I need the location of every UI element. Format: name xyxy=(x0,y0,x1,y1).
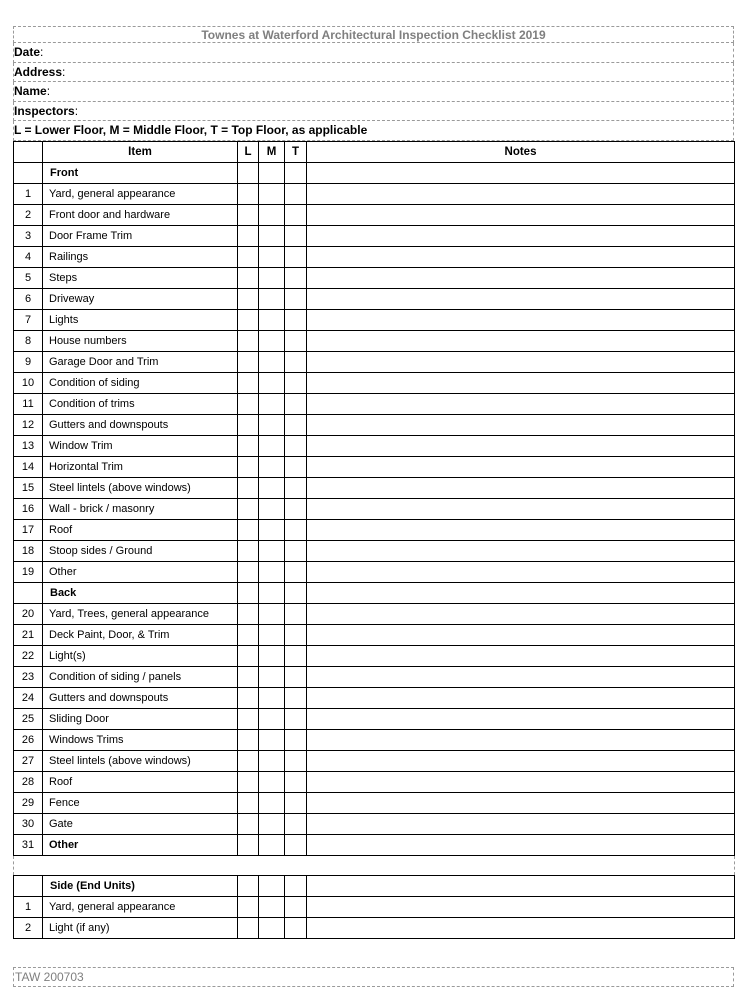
top-floor-check[interactable] xyxy=(285,498,307,519)
row-number: 16 xyxy=(14,498,43,519)
item-label: Window Trim xyxy=(43,435,238,456)
notes-cell[interactable] xyxy=(307,372,735,393)
name-field[interactable]: Name: xyxy=(13,82,734,102)
row-number: 6 xyxy=(14,288,43,309)
lower-floor-check[interactable] xyxy=(238,435,259,456)
item-label: Yard, general appearance xyxy=(43,896,238,917)
middle-floor-check[interactable] xyxy=(259,204,285,225)
top-floor-check[interactable] xyxy=(285,561,307,582)
document-title: Townes at Waterford Architectural Inspection Checklist 2019 xyxy=(13,26,734,43)
notes-cell[interactable] xyxy=(307,813,735,834)
row-number: 26 xyxy=(14,729,43,750)
item-label: Sliding Door xyxy=(43,708,238,729)
middle-floor-check[interactable] xyxy=(259,561,285,582)
item-label: Wall - brick / masonry xyxy=(43,498,238,519)
table-row xyxy=(14,624,735,645)
section-heading: Front xyxy=(43,162,238,183)
top-floor-check[interactable] xyxy=(285,729,307,750)
top-floor-check[interactable] xyxy=(285,351,307,372)
item-label: Yard, general appearance xyxy=(43,183,238,204)
notes-cell[interactable] xyxy=(307,498,735,519)
top-floor-check[interactable] xyxy=(285,687,307,708)
item-label: Gutters and downspouts xyxy=(43,414,238,435)
lower-floor-check[interactable] xyxy=(238,477,259,498)
inspectors-label: Inspectors xyxy=(14,103,75,118)
top-floor-check[interactable] xyxy=(285,330,307,351)
row-number: 27 xyxy=(14,750,43,771)
notes-cell[interactable] xyxy=(307,561,735,582)
row-number: 5 xyxy=(14,267,43,288)
item-label: Condition of siding / panels xyxy=(43,666,238,687)
footer-code: TAW 200703 xyxy=(13,967,734,987)
lower-floor-check[interactable] xyxy=(238,351,259,372)
notes-cell[interactable] xyxy=(307,204,735,225)
top-floor-check[interactable] xyxy=(285,771,307,792)
row-number: 24 xyxy=(14,687,43,708)
table-row xyxy=(14,834,735,855)
notes-cell[interactable] xyxy=(307,330,735,351)
section-row-back xyxy=(14,582,735,603)
middle-floor-check[interactable] xyxy=(259,540,285,561)
row-number: 1 xyxy=(14,896,43,917)
lower-floor-check[interactable] xyxy=(238,393,259,414)
table-row xyxy=(14,708,735,729)
middle-floor-check[interactable] xyxy=(259,917,285,938)
table-row xyxy=(14,645,735,666)
lower-floor-check[interactable] xyxy=(238,875,259,896)
middle-floor-check[interactable] xyxy=(259,456,285,477)
notes-cell[interactable] xyxy=(307,540,735,561)
top-floor-check[interactable] xyxy=(285,875,307,896)
notes-cell[interactable] xyxy=(307,917,735,938)
lower-floor-check[interactable] xyxy=(238,645,259,666)
lower-floor-check[interactable] xyxy=(238,372,259,393)
item-label: Lights xyxy=(43,309,238,330)
lower-floor-check[interactable] xyxy=(238,309,259,330)
item-label: House numbers xyxy=(43,330,238,351)
header-item: Item xyxy=(43,141,238,162)
item-label: Other xyxy=(43,834,238,855)
table-row xyxy=(14,267,735,288)
notes-cell[interactable] xyxy=(307,771,735,792)
top-floor-check[interactable] xyxy=(285,519,307,540)
top-floor-check[interactable] xyxy=(285,896,307,917)
row-number: 1 xyxy=(14,183,43,204)
middle-floor-check[interactable] xyxy=(259,729,285,750)
top-floor-check[interactable] xyxy=(285,225,307,246)
item-label: Stoop sides / Ground xyxy=(43,540,238,561)
notes-cell[interactable] xyxy=(307,875,735,896)
middle-floor-check[interactable] xyxy=(259,330,285,351)
lower-floor-check[interactable] xyxy=(238,162,259,183)
item-label: Steps xyxy=(43,267,238,288)
item-label: Roof xyxy=(43,519,238,540)
lower-floor-check[interactable] xyxy=(238,771,259,792)
table-row xyxy=(14,477,735,498)
notes-cell[interactable] xyxy=(307,792,735,813)
table-row xyxy=(14,771,735,792)
row-number: 19 xyxy=(14,561,43,582)
header-top-floor: T xyxy=(285,141,307,162)
middle-floor-check[interactable] xyxy=(259,162,285,183)
notes-cell[interactable] xyxy=(307,729,735,750)
middle-floor-check[interactable] xyxy=(259,875,285,896)
lower-floor-check[interactable] xyxy=(238,896,259,917)
row-number: 20 xyxy=(14,603,43,624)
middle-floor-check[interactable] xyxy=(259,498,285,519)
top-floor-check[interactable] xyxy=(285,708,307,729)
header-number xyxy=(14,141,43,162)
lower-floor-check[interactable] xyxy=(238,792,259,813)
row-number xyxy=(14,162,43,183)
middle-floor-check[interactable] xyxy=(259,519,285,540)
table-row xyxy=(14,519,735,540)
top-floor-check[interactable] xyxy=(285,372,307,393)
middle-floor-check[interactable] xyxy=(259,813,285,834)
column-header-row xyxy=(14,141,735,162)
notes-cell[interactable] xyxy=(307,435,735,456)
top-floor-check[interactable] xyxy=(285,414,307,435)
top-floor-check[interactable] xyxy=(285,267,307,288)
item-label: Door Frame Trim xyxy=(43,225,238,246)
table-row xyxy=(14,309,735,330)
row-number: 11 xyxy=(14,393,43,414)
table-row xyxy=(14,393,735,414)
table-row xyxy=(14,792,735,813)
item-label: Front door and hardware xyxy=(43,204,238,225)
middle-floor-check[interactable] xyxy=(259,225,285,246)
lower-floor-check[interactable] xyxy=(238,414,259,435)
table-row xyxy=(14,456,735,477)
top-floor-check[interactable] xyxy=(285,666,307,687)
date-label: Date xyxy=(14,45,41,59)
top-floor-check[interactable] xyxy=(285,645,307,666)
notes-cell[interactable] xyxy=(307,750,735,771)
lower-floor-check[interactable] xyxy=(238,624,259,645)
top-floor-check[interactable] xyxy=(285,183,307,204)
notes-cell[interactable] xyxy=(307,624,735,645)
item-label: Gutters and downspouts xyxy=(43,687,238,708)
top-floor-check[interactable] xyxy=(285,309,307,330)
row-number: 23 xyxy=(14,666,43,687)
notes-cell[interactable] xyxy=(307,246,735,267)
row-number: 18 xyxy=(14,540,43,561)
lower-floor-check[interactable] xyxy=(238,225,259,246)
notes-cell[interactable] xyxy=(307,645,735,666)
top-floor-check[interactable] xyxy=(285,750,307,771)
lower-floor-check[interactable] xyxy=(238,456,259,477)
row-number: 12 xyxy=(14,414,43,435)
middle-floor-check[interactable] xyxy=(259,582,285,603)
floor-legend: L = Lower Floor, M = Middle Floor, T = Top Floor, as applicable xyxy=(13,121,734,141)
item-label: Condition of trims xyxy=(43,393,238,414)
item-label: Gate xyxy=(43,813,238,834)
top-floor-check[interactable] xyxy=(285,834,307,855)
top-floor-check[interactable] xyxy=(285,435,307,456)
row-number xyxy=(14,875,43,896)
table-row xyxy=(14,687,735,708)
lower-floor-check[interactable] xyxy=(238,519,259,540)
lower-floor-check[interactable] xyxy=(238,183,259,204)
item-label: Fence xyxy=(43,792,238,813)
table-row xyxy=(14,603,735,624)
item-label: Driveway xyxy=(43,288,238,309)
table-row xyxy=(14,813,735,834)
section-row-front xyxy=(14,162,735,183)
notes-cell[interactable] xyxy=(307,456,735,477)
row-number: 7 xyxy=(14,309,43,330)
header-notes: Notes xyxy=(307,141,735,162)
name-label: Name xyxy=(14,84,47,98)
middle-floor-check[interactable] xyxy=(259,414,285,435)
lower-floor-check[interactable] xyxy=(238,288,259,309)
top-floor-check[interactable] xyxy=(285,477,307,498)
row-number: 15 xyxy=(14,477,43,498)
notes-cell[interactable] xyxy=(307,708,735,729)
top-floor-check[interactable] xyxy=(285,917,307,938)
middle-floor-check[interactable] xyxy=(259,750,285,771)
notes-cell[interactable] xyxy=(307,183,735,204)
middle-floor-check[interactable] xyxy=(259,435,285,456)
top-floor-check[interactable] xyxy=(285,813,307,834)
header-middle-floor: M xyxy=(259,141,285,162)
table-row xyxy=(14,666,735,687)
table-row xyxy=(14,896,735,917)
row-number: 2 xyxy=(14,917,43,938)
middle-floor-check[interactable] xyxy=(259,351,285,372)
lower-floor-check[interactable] xyxy=(238,330,259,351)
table-row xyxy=(14,435,735,456)
row-number: 21 xyxy=(14,624,43,645)
table-row xyxy=(14,729,735,750)
table-row xyxy=(14,561,735,582)
table-row xyxy=(14,330,735,351)
middle-floor-check[interactable] xyxy=(259,372,285,393)
lower-floor-check[interactable] xyxy=(238,267,259,288)
lower-floor-check[interactable] xyxy=(238,246,259,267)
middle-floor-check[interactable] xyxy=(259,624,285,645)
section-heading: Side (End Units) xyxy=(43,875,238,896)
table-row xyxy=(14,414,735,435)
lower-floor-check[interactable] xyxy=(238,561,259,582)
item-label: Railings xyxy=(43,246,238,267)
notes-cell[interactable] xyxy=(307,687,735,708)
address-label: Address xyxy=(14,64,63,79)
middle-floor-check[interactable] xyxy=(259,666,285,687)
item-label: Light (if any) xyxy=(43,917,238,938)
notes-cell[interactable] xyxy=(307,519,735,540)
checklist-table xyxy=(13,141,735,939)
lower-floor-check[interactable] xyxy=(238,540,259,561)
middle-floor-check[interactable] xyxy=(259,309,285,330)
top-floor-check[interactable] xyxy=(285,792,307,813)
blank-cell xyxy=(14,855,735,875)
top-floor-check[interactable] xyxy=(285,288,307,309)
middle-floor-check[interactable] xyxy=(259,645,285,666)
middle-floor-check[interactable] xyxy=(259,477,285,498)
item-label: Steel lintels (above windows) xyxy=(43,750,238,771)
notes-cell[interactable] xyxy=(307,834,735,855)
middle-floor-check[interactable] xyxy=(259,183,285,204)
top-floor-check[interactable] xyxy=(285,162,307,183)
notes-cell[interactable] xyxy=(307,896,735,917)
item-label: Steel lintels (above windows) xyxy=(43,477,238,498)
item-label: Yard, Trees, general appearance xyxy=(43,603,238,624)
lower-floor-check[interactable] xyxy=(238,729,259,750)
item-label: Other xyxy=(43,561,238,582)
table-row xyxy=(14,372,735,393)
item-label: Light(s) xyxy=(43,645,238,666)
row-number: 28 xyxy=(14,771,43,792)
table-row xyxy=(14,225,735,246)
middle-floor-check[interactable] xyxy=(259,792,285,813)
row-number: 22 xyxy=(14,645,43,666)
top-floor-check[interactable] xyxy=(285,624,307,645)
notes-cell[interactable] xyxy=(307,603,735,624)
address-field[interactable]: Address: xyxy=(13,63,734,83)
item-label: Condition of siding xyxy=(43,372,238,393)
row-number: 29 xyxy=(14,792,43,813)
notes-cell[interactable] xyxy=(307,477,735,498)
section-row-side xyxy=(14,875,735,896)
table-row xyxy=(14,351,735,372)
notes-cell[interactable] xyxy=(307,288,735,309)
lower-floor-check[interactable] xyxy=(238,204,259,225)
blank-row xyxy=(14,855,735,875)
top-floor-check[interactable] xyxy=(285,456,307,477)
lower-floor-check[interactable] xyxy=(238,750,259,771)
row-number: 2 xyxy=(14,204,43,225)
date-field[interactable]: Date: xyxy=(13,43,734,63)
header-lower-floor: L xyxy=(238,141,259,162)
notes-cell[interactable] xyxy=(307,225,735,246)
row-number: 4 xyxy=(14,246,43,267)
item-label: Horizontal Trim xyxy=(43,456,238,477)
table-row xyxy=(14,917,735,938)
middle-floor-check[interactable] xyxy=(259,834,285,855)
table-row xyxy=(14,246,735,267)
row-number: 9 xyxy=(14,351,43,372)
notes-cell[interactable] xyxy=(307,351,735,372)
lower-floor-check[interactable] xyxy=(238,498,259,519)
item-label: Windows Trims xyxy=(43,729,238,750)
lower-floor-check[interactable] xyxy=(238,917,259,938)
top-floor-check[interactable] xyxy=(285,204,307,225)
middle-floor-check[interactable] xyxy=(259,246,285,267)
lower-floor-check[interactable] xyxy=(238,687,259,708)
item-label: Deck Paint, Door, & Trim xyxy=(43,624,238,645)
notes-cell[interactable] xyxy=(307,666,735,687)
item-label: Roof xyxy=(43,771,238,792)
notes-cell[interactable] xyxy=(307,267,735,288)
row-number: 3 xyxy=(14,225,43,246)
top-floor-check[interactable] xyxy=(285,540,307,561)
lower-floor-check[interactable] xyxy=(238,582,259,603)
top-floor-check[interactable] xyxy=(285,246,307,267)
row-number xyxy=(14,582,43,603)
row-number: 10 xyxy=(14,372,43,393)
middle-floor-check[interactable] xyxy=(259,393,285,414)
middle-floor-check[interactable] xyxy=(259,288,285,309)
top-floor-check[interactable] xyxy=(285,603,307,624)
middle-floor-check[interactable] xyxy=(259,267,285,288)
table-row xyxy=(14,183,735,204)
middle-floor-check[interactable] xyxy=(259,603,285,624)
row-number: 17 xyxy=(14,519,43,540)
top-floor-check[interactable] xyxy=(285,582,307,603)
row-number: 14 xyxy=(14,456,43,477)
table-row xyxy=(14,498,735,519)
middle-floor-check[interactable] xyxy=(259,896,285,917)
section-heading: Back xyxy=(43,582,238,603)
checklist-sheet xyxy=(13,26,734,939)
row-number: 31 xyxy=(14,834,43,855)
lower-floor-check[interactable] xyxy=(238,813,259,834)
lower-floor-check[interactable] xyxy=(238,834,259,855)
lower-floor-check[interactable] xyxy=(238,708,259,729)
notes-cell[interactable] xyxy=(307,582,735,603)
row-number: 25 xyxy=(14,708,43,729)
middle-floor-check[interactable] xyxy=(259,708,285,729)
notes-cell[interactable] xyxy=(307,393,735,414)
lower-floor-check[interactable] xyxy=(238,666,259,687)
table-row xyxy=(14,288,735,309)
notes-cell[interactable] xyxy=(307,162,735,183)
lower-floor-check[interactable] xyxy=(238,603,259,624)
item-label: Garage Door and Trim xyxy=(43,351,238,372)
top-floor-check[interactable] xyxy=(285,393,307,414)
notes-cell[interactable] xyxy=(307,309,735,330)
row-number: 8 xyxy=(14,330,43,351)
table-row xyxy=(14,540,735,561)
middle-floor-check[interactable] xyxy=(259,687,285,708)
table-row xyxy=(14,750,735,771)
inspectors-field[interactable]: Inspectors: xyxy=(13,102,734,122)
notes-cell[interactable] xyxy=(307,414,735,435)
row-number: 13 xyxy=(14,435,43,456)
table-row xyxy=(14,204,735,225)
row-number: 30 xyxy=(14,813,43,834)
middle-floor-check[interactable] xyxy=(259,771,285,792)
